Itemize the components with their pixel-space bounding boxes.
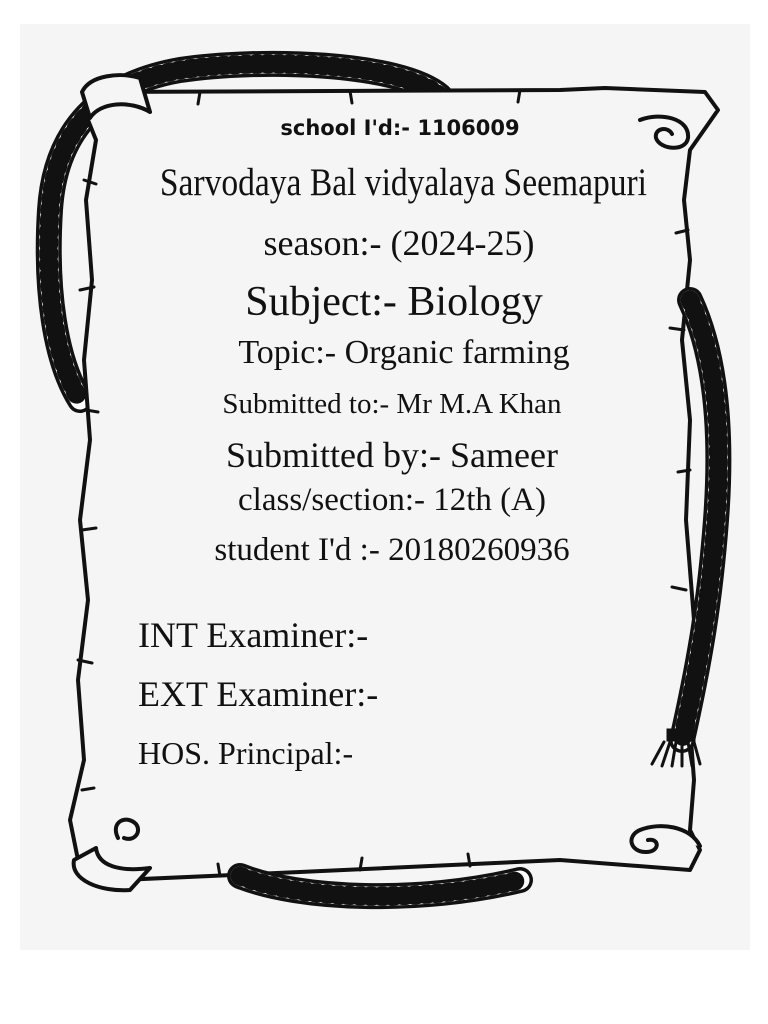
ext-examiner: EXT Examiner:-	[138, 674, 379, 714]
student-id: student I'd :- 20180260936	[214, 532, 570, 568]
school-name: Sarvodaya Bal vidyalaya Seemapuri	[159, 161, 647, 204]
submitted-by: Submitted by:- Sameer	[226, 435, 558, 475]
season: season:- (2024-25)	[263, 223, 535, 263]
int-examiner: INT Examiner:-	[138, 615, 369, 655]
topic: Topic:- Organic farming	[238, 334, 570, 371]
subject: Subject:- Biology	[245, 279, 543, 325]
hos-principal: HOS. Principal:-	[138, 735, 354, 771]
submitted-to: Submitted to:- Mr M.A Khan	[222, 388, 562, 420]
class-section: class/section:- 12th (A)	[238, 482, 546, 518]
school-id: school I'd:- 1106009	[280, 116, 520, 140]
